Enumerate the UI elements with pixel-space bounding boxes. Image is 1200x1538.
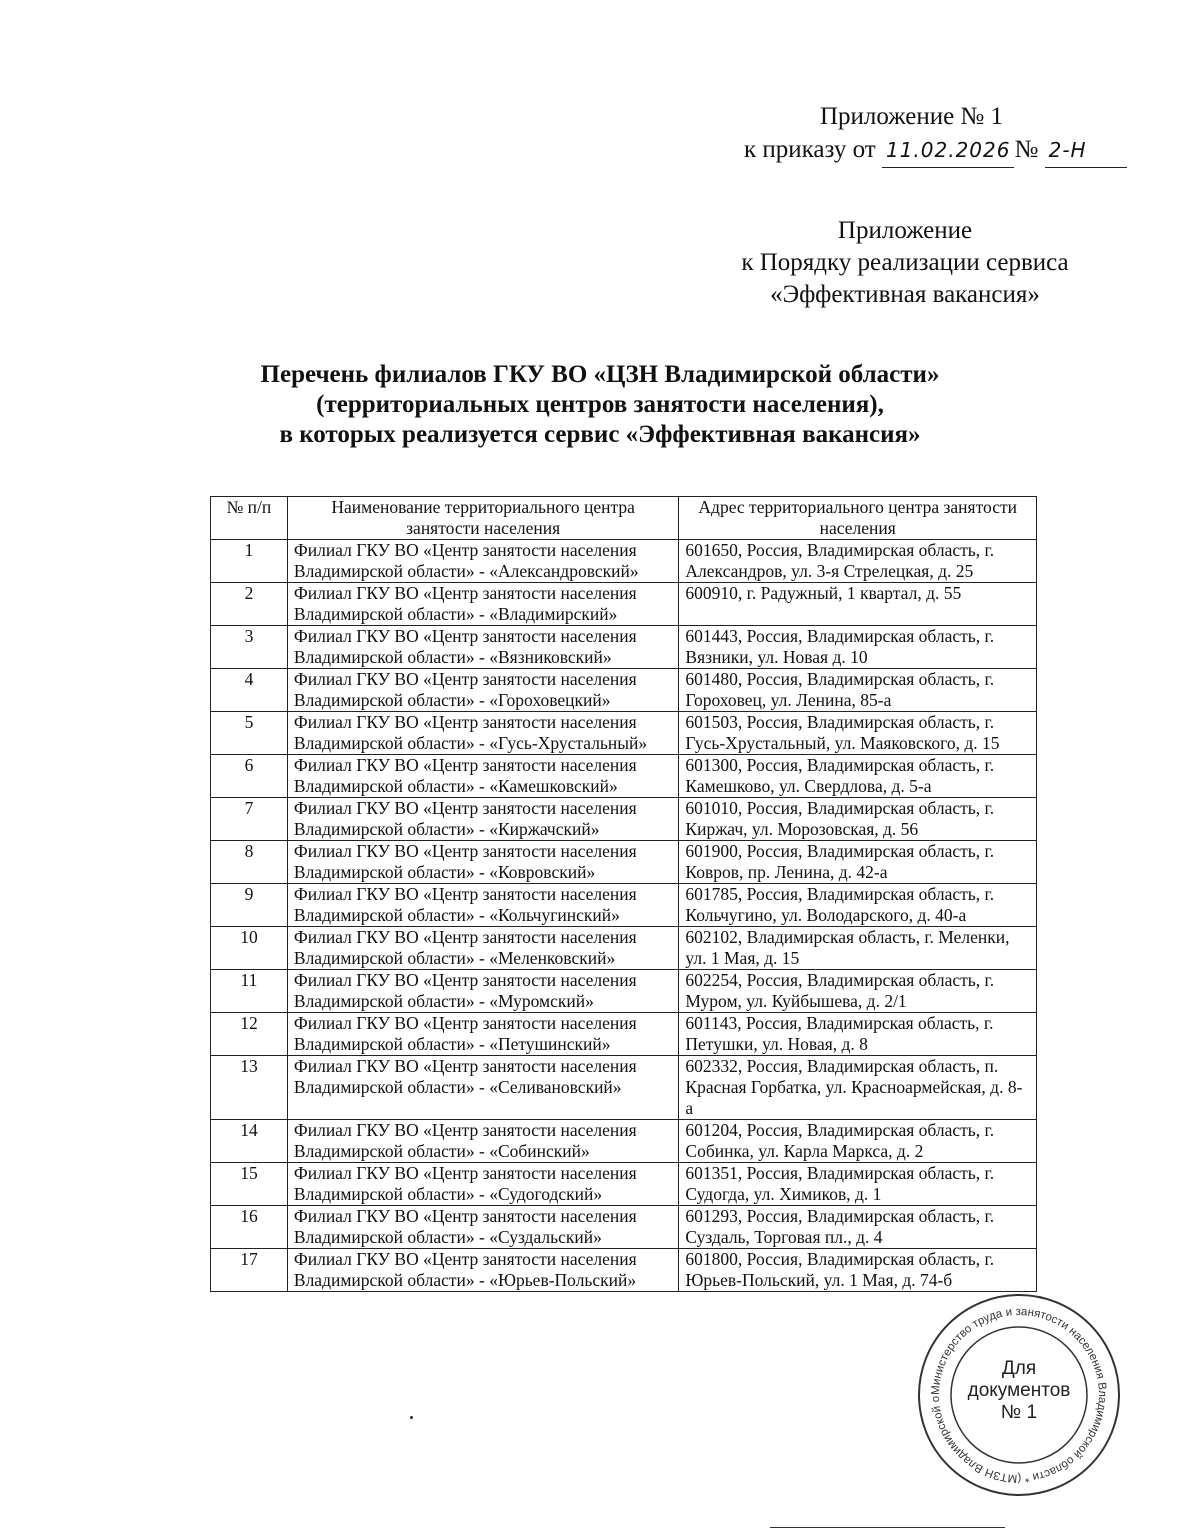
table-row — [211, 970, 1037, 1013]
row-name: Филиал ГКУ ВО «Центр занятости населения Владимирской области» - «Юрьев-Польский» — [287, 1249, 679, 1292]
branches-table — [210, 496, 1037, 1292]
row-name: Филиал ГКУ ВО «Центр занятости населения Владимирской области» - «Муромский» — [287, 970, 679, 1013]
table-row — [211, 884, 1037, 927]
stamp-center-text — [914, 1358, 1124, 1424]
stamp-ring-textpath: Министерство труда и занятости населения Владимирской области * (МТЗН Владимирской о — [929, 1305, 1109, 1485]
row-number: 2 — [211, 583, 288, 626]
header-number: № п/п — [211, 497, 288, 540]
appendix-2-title: Приложение — [837, 217, 973, 244]
row-number: 9 — [211, 884, 288, 927]
row-number: 7 — [211, 798, 288, 841]
table-row — [211, 626, 1037, 669]
row-number: 1 — [211, 540, 288, 583]
row-name: Филиал ГКУ ВО «Центр занятости населения Владимирской области» - «Гусь-Хрустальный» — [287, 712, 679, 755]
table-row — [211, 1163, 1037, 1206]
row-name: Филиал ГКУ ВО «Центр занятости населения Владимирской области» - «Кольчугинский» — [287, 884, 679, 927]
stamp-line-1: Для — [1001, 1358, 1037, 1379]
table-row — [211, 1249, 1037, 1292]
row-name: Филиал ГКУ ВО «Центр занятости населения Владимирской области» - «Владимирский» — [287, 583, 679, 626]
table-row — [211, 1206, 1037, 1249]
row-name: Филиал ГКУ ВО «Центр занятости населения Владимирской области» - «Александровский» — [287, 540, 679, 583]
row-number: 6 — [211, 755, 288, 798]
row-name: Филиал ГКУ ВО «Центр занятости населения Владимирской области» - «Собинский» — [287, 1120, 679, 1163]
table-row — [211, 669, 1037, 712]
stamp-line-2: документов — [967, 1380, 1071, 1401]
table-row — [211, 927, 1037, 970]
row-address: 602254, Россия, Владимирская область, г. Муром, ул. Куйбышева, д. 2/1 — [679, 970, 1037, 1013]
row-name: Филиал ГКУ ВО «Центр занятости населения Владимирской области» - «Ковровский» — [287, 841, 679, 884]
title-line-3: в которых реализуется сервис «Эффективная вакансия» — [279, 421, 921, 448]
row-address: 601650, Россия, Владимирская область, г. Александров, ул. 3-я Стрелецкая, д. 25 — [679, 540, 1037, 583]
row-name: Филиал ГКУ ВО «Центр занятости населения Владимирской области» - «Гороховецкий» — [287, 669, 679, 712]
table-row — [211, 755, 1037, 798]
table-row — [211, 1120, 1037, 1163]
row-address: 601010, Россия, Владимирская область, г. Киржач, ул. Морозовская, д. 56 — [679, 798, 1037, 841]
appendix-2-line3: «Эффективная вакансия» — [770, 281, 1040, 308]
row-number: 10 — [211, 927, 288, 970]
scan-speck — [410, 1416, 413, 1419]
table-row — [211, 1056, 1037, 1120]
row-name: Филиал ГКУ ВО «Центр занятости населения Владимирской области» - «Камешковский» — [287, 755, 679, 798]
stamp-line-3: № 1 — [1000, 1402, 1038, 1423]
row-address: 601351, Россия, Владимирская область, г. Судогда, ул. Химиков, д. 1 — [679, 1163, 1037, 1206]
order-date: 11.02.2026 — [882, 134, 1015, 168]
row-number: 5 — [211, 712, 288, 755]
row-number: 15 — [211, 1163, 288, 1206]
order-prefix: к приказу от — [744, 136, 876, 163]
order-reference — [700, 133, 1120, 168]
row-address: 601293, Россия, Владимирская область, г. Суздаль, Торговая пл., д. 4 — [679, 1206, 1037, 1249]
table-row — [211, 712, 1037, 755]
row-address: 601785, Россия, Владимирская область, г. Кольчугино, ул. Володарского, д. 40-а — [679, 884, 1037, 927]
title-line-2: (территориальных центров занятости населения), — [316, 391, 884, 418]
row-address: 602102, Владимирская область, г. Меленки, ул. 1 Мая, д. 15 — [679, 927, 1037, 970]
row-address: 601204, Россия, Владимирская область, г. Собинка, ул. Карла Маркса, д. 2 — [679, 1120, 1037, 1163]
row-number: 14 — [211, 1120, 288, 1163]
row-address: 601480, Россия, Владимирская область, г. Гороховец, ул. Ленина, 85-а — [679, 669, 1037, 712]
appendix-2-header — [700, 215, 1110, 311]
table-row — [211, 841, 1037, 884]
table-row — [211, 583, 1037, 626]
row-number: 13 — [211, 1056, 288, 1120]
row-number: 16 — [211, 1206, 288, 1249]
row-address: 601800, Россия, Владимирская область, г. Юрьев-Польский, ул. 1 Мая, д. 74-б — [679, 1249, 1037, 1292]
row-address: 601503, Россия, Владимирская область, г. Гусь-Хрустальный, ул. Маяковского, д. 15 — [679, 712, 1037, 755]
document-title — [160, 360, 1040, 450]
table-row — [211, 540, 1037, 583]
order-number: 2-Н — [1045, 134, 1127, 168]
row-address: 601300, Россия, Владимирская область, г. Камешково, ул. Свердлова, д. 5-а — [679, 755, 1037, 798]
row-address: 601900, Россия, Владимирская область, г. Ковров, пр. Ленина, д. 42-а — [679, 841, 1037, 884]
row-number: 11 — [211, 970, 288, 1013]
row-address: 601143, Россия, Владимирская область, г. Петушки, ул. Новая, д. 8 — [679, 1013, 1037, 1056]
row-name: Филиал ГКУ ВО «Центр занятости населения Владимирской области» - «Суздальский» — [287, 1206, 679, 1249]
appendix-1-header — [700, 100, 1120, 168]
row-number: 17 — [211, 1249, 288, 1292]
table-row — [211, 798, 1037, 841]
number-sign: № — [1014, 136, 1039, 163]
row-number: 8 — [211, 841, 288, 884]
header-address: Адрес территориального центра занятости населения — [679, 497, 1037, 540]
row-address: 601443, Россия, Владимирская область, г. Вязники, ул. Новая д. 10 — [679, 626, 1037, 669]
official-stamp — [914, 1290, 1124, 1500]
table-row — [211, 1013, 1037, 1056]
header-name: Наименование территориального центра занятости населения — [287, 497, 679, 540]
row-address: 600910, г. Радужный, 1 квартал, д. 55 — [679, 583, 1037, 626]
appendix-1-title: Приложение № 1 — [820, 103, 1004, 130]
row-name: Филиал ГКУ ВО «Центр занятости населения Владимирской области» - «Киржачский» — [287, 798, 679, 841]
row-name: Филиал ГКУ ВО «Центр занятости населения Владимирской области» - «Судогодский» — [287, 1163, 679, 1206]
row-number: 12 — [211, 1013, 288, 1056]
appendix-2-line2: к Порядку реализации сервиса — [741, 249, 1069, 276]
row-address: 602332, Россия, Владимирская область, п. Красная Горбатка, ул. Красноармейская, д. 8-а — [679, 1056, 1037, 1120]
row-name: Филиал ГКУ ВО «Центр занятости населения Владимирской области» - «Петушинский» — [287, 1013, 679, 1056]
row-name: Филиал ГКУ ВО «Центр занятости населения Владимирской области» - «Меленковский» — [287, 927, 679, 970]
row-number: 3 — [211, 626, 288, 669]
row-number: 4 — [211, 669, 288, 712]
table-header-row — [211, 497, 1037, 540]
row-name: Филиал ГКУ ВО «Центр занятости населения Владимирской области» - «Селивановский» — [287, 1056, 679, 1120]
bottom-rule — [770, 1527, 1005, 1528]
title-line-1: Перечень филиалов ГКУ ВО «ЦЗН Владимирской области» — [260, 361, 940, 388]
row-name: Филиал ГКУ ВО «Центр занятости населения Владимирской области» - «Вязниковский» — [287, 626, 679, 669]
